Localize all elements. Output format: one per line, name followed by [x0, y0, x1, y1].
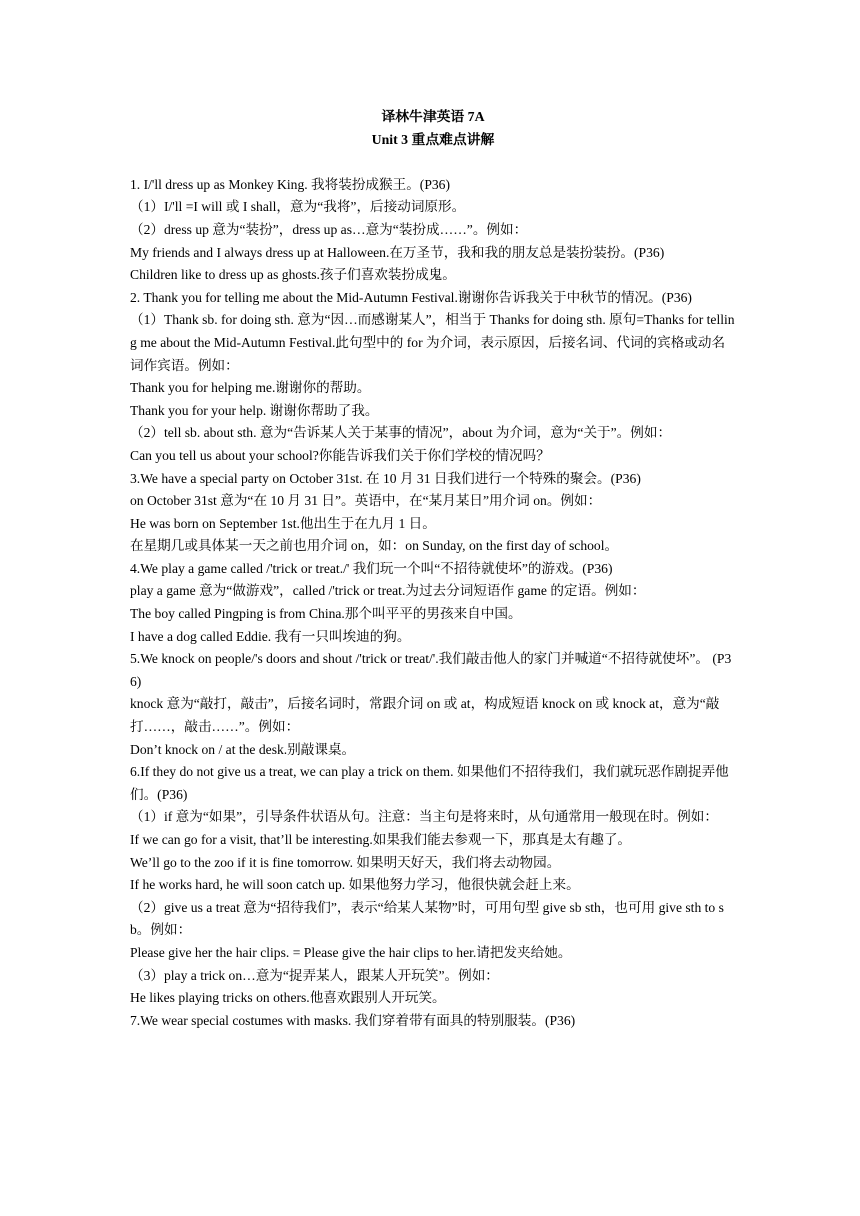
paragraph-line: play a game 意为“做游戏”，called /'trick or treat.为过去分词短语作 game 的定语。例如：: [130, 583, 646, 599]
paragraph-line: He was born on September 1st.他出生于在九月 1 日。: [130, 515, 436, 531]
blank-line: [130, 151, 736, 174]
paragraph-line: （1）Thank sb. for doing sth. 意为“因…而感谢某人”，相当于 Thanks for doing sth. 原句=Thanks for telling me about the Mid-Autumn Festival.此句型中的 for 为介词，表示原因，后接名词、代词的宾格或动名词作宾语。例如：: [130, 312, 735, 373]
paragraph-line: 7.We wear special costumes with masks. 我们穿着带有面具的特别服装。(P36): [130, 1012, 576, 1028]
paragraph-line: 1. I/'ll dress up as Monkey King. 我将装扮成猴王。(P36): [130, 176, 450, 192]
paragraph-line: （2）give us a treat 意为“招待我们”，表示“给某人某物”时，可用句型 give sb sth，也可用 give sth to sb。例如：: [130, 899, 724, 938]
paragraph-line: Thank you for your help. 谢谢你帮助了我。: [130, 402, 379, 418]
paragraph-line: （2）tell sb. about sth. 意为“告诉某人关于某事的情况”，about 为介词，意为“关于”。例如：: [130, 425, 672, 441]
paragraph-line: （1）I/'ll =I will 或 I shall，意为“我将”，后接动词原形。: [130, 199, 466, 215]
paragraph-line: Children like to dress up as ghosts.孩子们喜欢装扮成鬼。: [130, 267, 456, 283]
paragraph-line: 5.We knock on people/'s doors and shout /'trick or treat/'.我们敲击他人的家门并喊道“不招待就使坏”。 (P36): [130, 651, 732, 689]
paragraph-line: （2）dress up 意为“装扮”，dress up as…意为“装扮成……”。例如：: [130, 221, 528, 237]
document-title: 译林牛津英语 7A: [381, 109, 485, 124]
paragraph-line: （1）if 意为“如果”，引导条件状语从句。注意：当主句是将来时，从句通常用一般现在时。例如：: [130, 809, 718, 825]
paragraph-line: 3.We have a special party on October 31st. 在 10 月 31 日我们进行一个特殊的聚会。(P36): [130, 470, 641, 486]
paragraph-line: If we can go for a visit, that’ll be interesting.如果我们能去参观一下，那真是太有趣了。: [130, 832, 632, 847]
document-subtitle: Unit 3 重点难点讲解: [371, 131, 495, 147]
paragraph-line: My friends and I always dress up at Halloween.在万圣节，我和我的朋友总是装扮装扮。(P36): [130, 244, 665, 260]
paragraph-line: 2. Thank you for telling me about the Mid-Autumn Festival.谢谢你告诉我关于中秋节的情况。(P36): [130, 289, 692, 305]
document-paragraphs: [130, 174, 736, 1033]
paragraph-line: 6.If they do not give us a treat, we can play a trick on them. 如果他们不招待我们，我们就玩恶作剧捉弄他们。(P36): [130, 764, 729, 802]
paragraph-line: Please give her the hair clips. = Please give the hair clips to her.请把发夹给她。: [130, 944, 572, 960]
paragraph-line: （3）play a trick on…意为“捉弄某人，跟某人开玩笑”。例如：: [130, 967, 499, 983]
paragraph-line: 在星期几或具体某一天之前也用介词 on，如：on Sunday, on the first day of school。: [130, 538, 619, 554]
paragraph-line: Don’t knock on / at the desk.别敲课桌。: [130, 741, 356, 757]
paragraph-line: on October 31st 意为“在 10 月 31 日”。英语中，在“某月某日”用介词 on。例如：: [130, 493, 602, 509]
paragraph-line: Thank you for helping me.谢谢你的帮助。: [130, 380, 371, 396]
paragraph-line: I have a dog called Eddie. 我有一只叫埃迪的狗。: [130, 628, 411, 644]
paragraph-line: 4.We play a game called /'trick or treat./' 我们玩一个叫“不招待就使坏”的游戏。(P36): [130, 560, 613, 576]
paragraph-line: The boy called Pingping is from China.那个叫平平的男孩来自中国。: [130, 606, 522, 622]
paragraph-line: Can you tell us about your school?你能告诉我们关于你们学校的情况吗？: [130, 447, 550, 463]
paragraph-line: We’ll go to the zoo if it is fine tomorrow. 如果明天好天，我们将去动物园。: [130, 854, 561, 870]
paragraph-line: knock 意为“敲打，敲击”，后接名词时，常跟介词 on 或 at，构成短语 knock on 或 knock at，意为“敲打……，敲击……”。例如：: [130, 696, 720, 735]
document-body: [130, 106, 736, 1032]
paragraph-line: If he works hard, he will soon catch up. 如果他努力学习，他很快就会赶上来。: [130, 877, 580, 893]
paragraph-line: He likes playing tricks on others.他喜欢跟别人开玩笑。: [130, 990, 446, 1006]
